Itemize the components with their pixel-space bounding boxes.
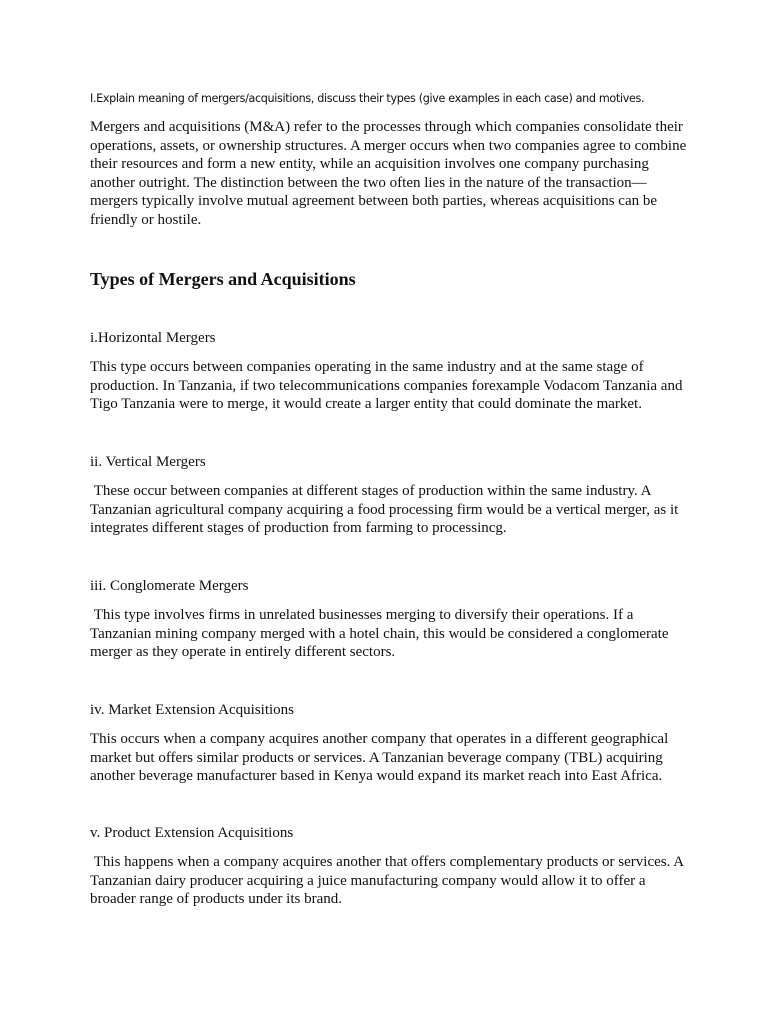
question-prompt: I.Explain meaning of mergers/acquisitions, discuss their types (give examples in each case) and motives. [90, 92, 645, 105]
horizontal-mergers-paragraph: This type occurs between companies operating in the same industry and at the same stage of production. In Tanzania, if two telecommunications companies forexample Vodacom Tanzania and Tigo Tanzania were to merge, it would create a larger entity that could dominate the market. [90, 359, 683, 412]
vertical-mergers-heading: ii. Vertical Mergers [90, 454, 206, 470]
types-heading: Types of Mergers and Acquisitions [90, 269, 356, 289]
market-extension-paragraph: This occurs when a company acquires another company that operates in a different geographical market but offers similar products or services. A Tanzanian beverage company (TBL) acquiring another beverage manufacturer based in Kenya would expand its market reach into East Africa. [90, 731, 669, 784]
horizontal-mergers-heading: i.Horizontal Mergers [90, 330, 216, 346]
intro-paragraph: Mergers and acquisitions (M&A) refer to the processes through which companies consolidate their operations, assets, or ownership structures. A merger occurs when two companies agree to combine their resources and form a new entity, while an acquisition involves one company purchasing another outright. The distinction between the two often lies in the nature of the transaction—mergers typically involve mutual agreement between both parties, whereas acquisitions can be friendly or hostile. [90, 119, 687, 228]
conglomerate-mergers-heading: iii. Conglomerate Mergers [90, 578, 249, 594]
product-extension-heading: v. Product Extension Acquisitions [90, 825, 294, 841]
vertical-mergers-paragraph: These occur between companies at different stages of production within the same industry. A Tanzanian agricultural company acquiring a food processing firm would be a vertical merger, as it integrates different stages of production from farming to processincg. [90, 483, 683, 536]
product-extension-paragraph: This happens when a company acquires another that offers complementary products or services. A Tanzanian dairy producer acquiring a juice manufacturing company would allow it to offer a broader range of products under its brand. [90, 854, 687, 907]
conglomerate-mergers-paragraph: This type involves firms in unrelated businesses merging to diversify their operations. If a Tanzanian mining company merged with a hotel chain, this would be considered a conglomerate merger as they operate in entirely different sectors. [90, 607, 673, 660]
market-extension-heading: iv. Market Extension Acquisitions [90, 702, 295, 718]
